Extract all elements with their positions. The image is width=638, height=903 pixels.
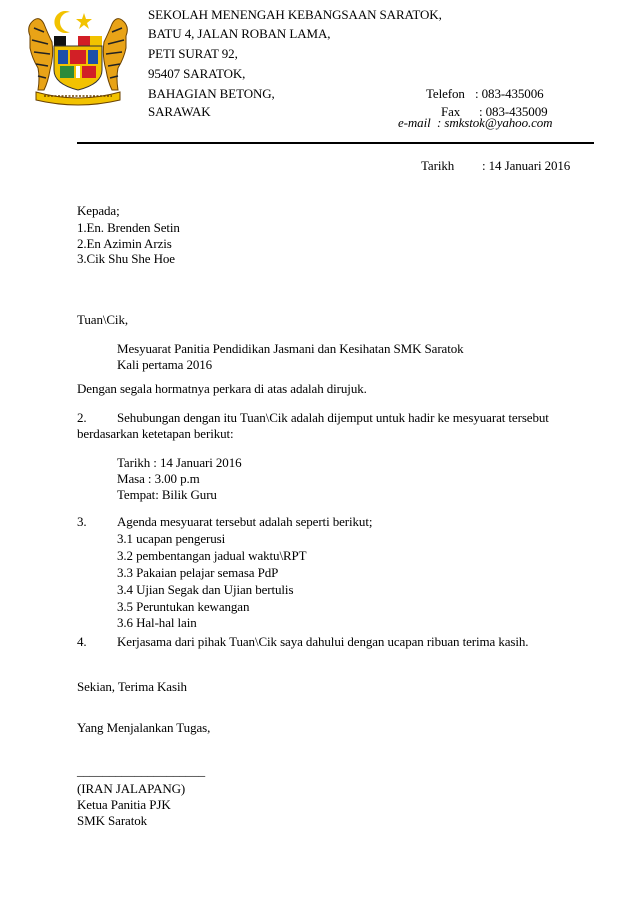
signatory-school: SMK Saratok: [77, 813, 148, 828]
recipient-2: 2.En Azimin Arzis: [77, 236, 172, 251]
signatory-position: Ketua Panitia PJK: [77, 797, 171, 812]
address-line-3: 95407 SARATOK,: [148, 66, 246, 81]
address-line-4: BAHAGIAN BETONG,: [148, 86, 275, 101]
malaysia-coat-of-arms-logo: [22, 8, 134, 110]
paragraph-2-line-2: berdasarkan ketetapan berikut:: [77, 426, 234, 441]
subject-line-2: Kali pertama 2016: [117, 357, 213, 372]
meeting-place: Tempat: Bilik Guru: [117, 487, 217, 502]
recipient-3: 3.Cik Shu She Hoe: [77, 251, 175, 266]
recipient-1: 1.En. Brenden Setin: [77, 220, 180, 235]
paragraph-2-line-1: Sehubungan dengan itu Tuan\Cik adalah dijemput untuk hadir ke mesyuarat tersebut: [117, 410, 549, 425]
meeting-date: Tarikh : 14 Januari 2016: [117, 455, 242, 470]
paragraph-4-text: Kerjasama dari pihak Tuan\Cik saya dahului dengan ucapan ribuan terima kasih.: [117, 634, 529, 649]
date-value: : 14 Januari 2016: [482, 158, 571, 173]
fax-label: Fax: [441, 104, 461, 119]
agenda-item: 3.6 Hal-hal lain: [117, 615, 197, 630]
date-label: Tarikh: [421, 158, 455, 173]
address-line-2: PETI SURAT 92,: [148, 46, 238, 61]
paragraph-3-text: Agenda mesyuarat tersebut adalah seperti berikut;: [117, 514, 373, 529]
email-value: : smkstok@yahoo.com: [437, 115, 553, 130]
meeting-time: Masa : 3.00 p.m: [117, 471, 200, 486]
subject-line-1: Mesyuarat Panitia Pendidikan Jasmani dan Kesihatan SMK Saratok: [117, 341, 464, 356]
closing-duty: Yang Menjalankan Tugas,: [77, 720, 211, 735]
paragraph-4-number: 4.: [77, 634, 87, 649]
agenda-item: 3.4 Ujian Segak dan Ujian bertulis: [117, 582, 294, 597]
signatory-name: (IRAN JALAPANG): [77, 781, 186, 796]
paragraph-2-number: 2.: [77, 410, 87, 425]
agenda-item: 3.5 Peruntukan kewangan: [117, 599, 250, 614]
recipients-heading: Kepada;: [77, 203, 120, 218]
fax-value: : 083-435009: [479, 104, 548, 119]
email-label: e-mail: [398, 115, 431, 130]
agenda-item: 3.1 ucapan pengerusi: [117, 531, 226, 546]
address-line-1: BATU 4, JALAN ROBAN LAMA,: [148, 26, 331, 41]
salutation: Tuan\Cik,: [77, 312, 128, 327]
school-name: SEKOLAH MENENGAH KEBANGSAAN SARATOK,: [148, 7, 442, 22]
agenda-item: 3.3 Pakaian pelajar semasa PdP: [117, 565, 279, 580]
address-line-5: SARAWAK: [148, 104, 211, 119]
phone-value: : 083-435006: [475, 86, 544, 101]
phone-label: Telefon: [426, 86, 465, 101]
agenda-item: 3.2 pembentangan jadual waktu\RPT: [117, 548, 307, 563]
letterhead-divider: [77, 142, 594, 144]
closing-thanks: Sekian, Terima Kasih: [77, 679, 187, 694]
paragraph-3-number: 3.: [77, 514, 87, 529]
signature-line: ____________________: [77, 763, 206, 778]
paragraph-1: Dengan segala hormatnya perkara di atas adalah dirujuk.: [77, 381, 367, 396]
